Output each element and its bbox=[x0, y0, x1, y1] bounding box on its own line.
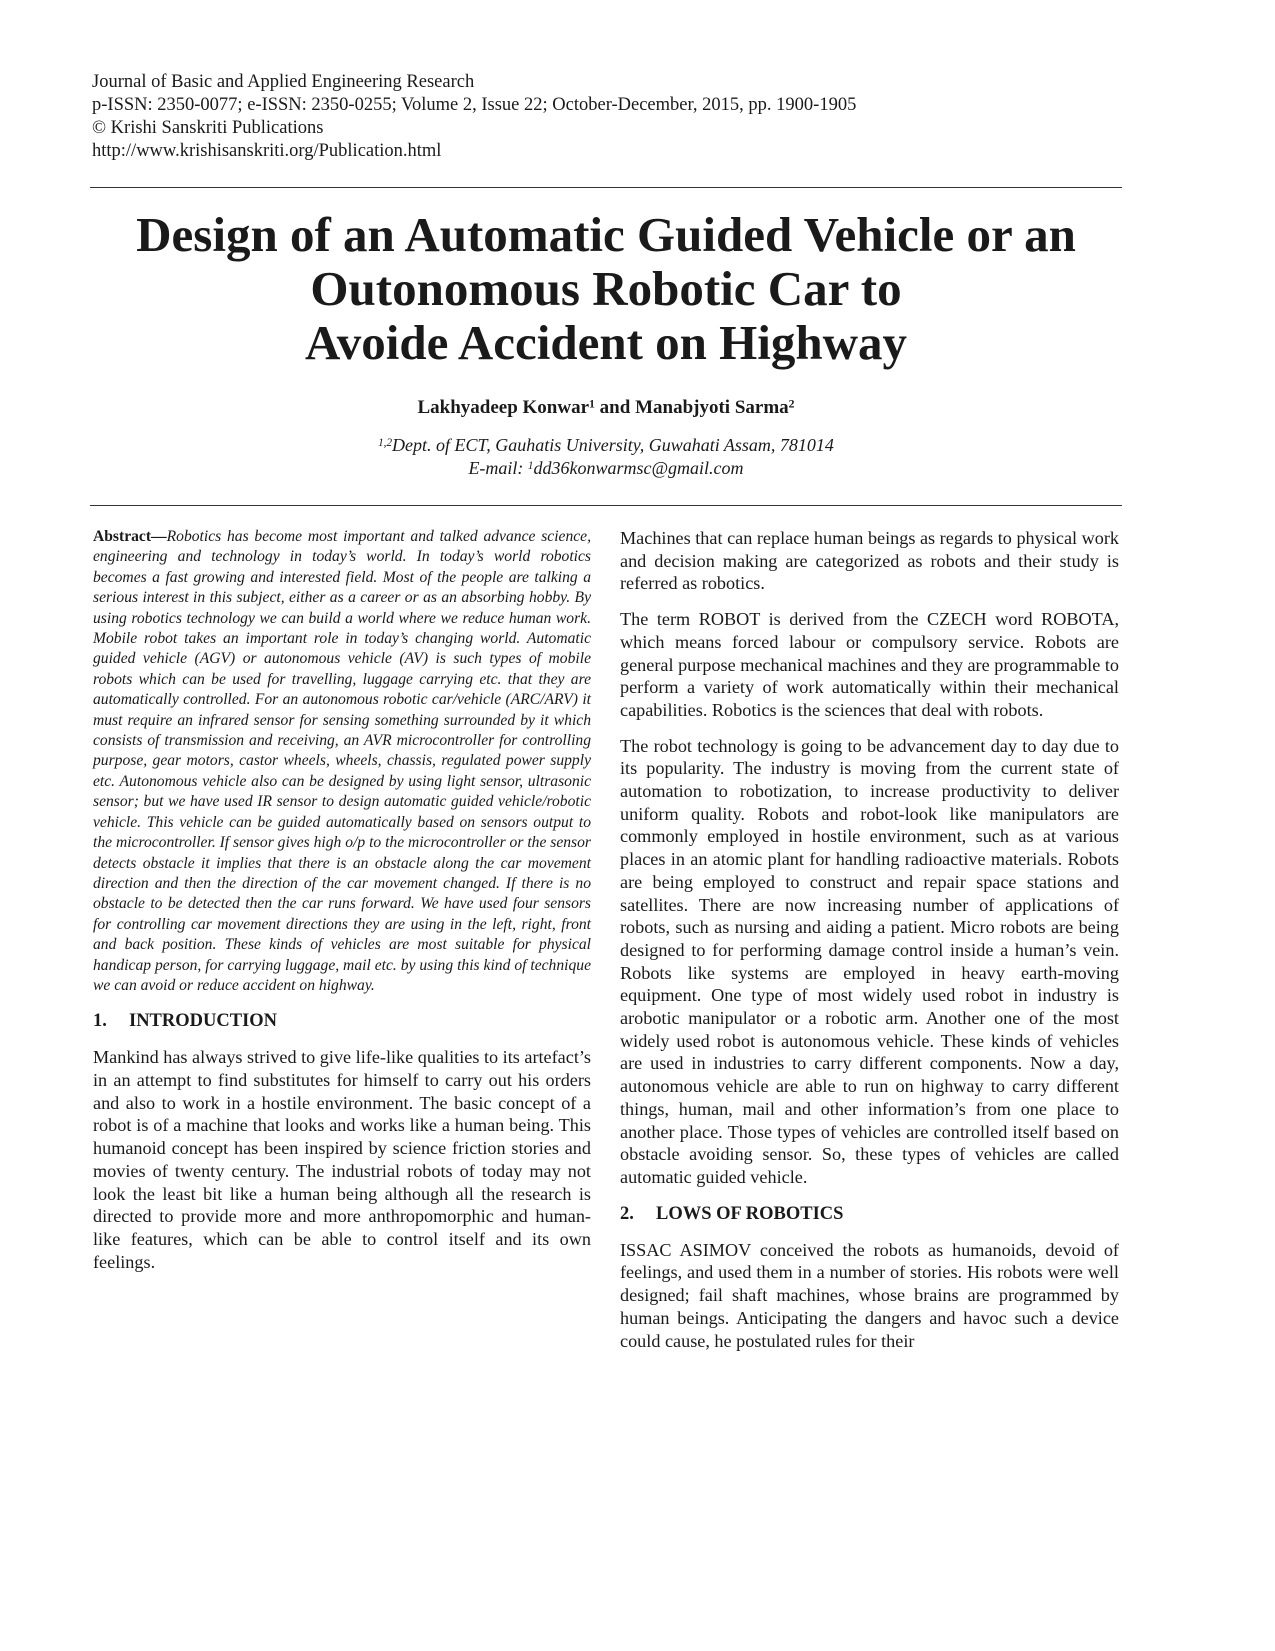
journal-publisher: © Krishi Sanskriti Publications bbox=[92, 118, 324, 138]
paragraph: Machines that can replace human beings as regards to physical work and decision making are categorized as robots and their study is referred as robotics. bbox=[620, 528, 1119, 594]
journal-header bbox=[92, 71, 856, 163]
author-conjunction: and bbox=[594, 397, 636, 418]
header-divider bbox=[90, 187, 1122, 188]
section-heading-introduction bbox=[93, 1009, 591, 1033]
authors bbox=[90, 396, 1122, 420]
email-label: E-mail: bbox=[468, 458, 528, 478]
paragraph: ISSAC ASIMOV conceived the robots as humanoids, devoid of feelings, and used them in a number of stories. His robots were well designed; fail shaft machines, whose brains are programmed by human beings. Anticipating the dangers and havoc such a device could cause, he postulated rules for their bbox=[620, 1239, 1119, 1351]
affiliation-sup: 1,2 bbox=[378, 436, 393, 449]
paper-title bbox=[90, 208, 1122, 370]
affiliation-dept: Dept. of ECT, Gauhatis University, Guwahati Assam, 781014 bbox=[392, 435, 834, 455]
author-2-sup: 2 bbox=[788, 397, 795, 411]
author-1: Lakhyadeep Konwar bbox=[417, 397, 590, 418]
abstract bbox=[93, 527, 591, 996]
section-title: LOWS OF ROBOTICS bbox=[656, 1203, 844, 1224]
section-number: 2. bbox=[620, 1203, 634, 1224]
author-2: Manabjyoti Sarma bbox=[635, 397, 789, 418]
paragraph: The robot technology is going to be advancement day to day due to its popularity. The industry is moving from the current state of automation to robotization, to increase productivity to deliver uniform quality. Robots and robot-look like manipulators are commonly employed in hostile environment, such as at various places in an atomic plant for handling radioactive materials. Robots are being employed to construct and repair space stations and satellites. There are now increasing number of applications of robots, such as nursing and aiding a patient. Micro robots are being designed to for performing damage control inside a human’s vein. Robots like systems are employed in heavy earth-moving equipment. One type of most widely used robot in industry is arobotic manipulator or a robotic arm. Another one of the most widely used robot is autonomous vehicle. These kinds of vehicles are used in industries to carry different components. Now a day, autonomous vehicle are able to run on highway to carry different things, human, mail and other information’s from one place to another place. Those types of vehicles are controlled itself based on obstacle avoiding sensor. So, these types of vehicles are called automatic guided vehicle. bbox=[620, 735, 1119, 1187]
abstract-label: Abstract— bbox=[93, 528, 167, 545]
journal-issn: p-ISSN: 2350-0077; e-ISSN: 2350-0255; Volume 2, Issue 22; October-December, 2015, pp. 1900-1905 bbox=[92, 95, 857, 115]
title-line: Design of an Automatic Guided Vehicle or an bbox=[136, 207, 1076, 262]
section-heading-lows-of-robotics bbox=[620, 1202, 1119, 1226]
email-address[interactable]: dd36konwarmsc@gmail.com bbox=[533, 458, 744, 478]
email-sup: 1 bbox=[527, 459, 534, 472]
journal-url[interactable]: http://www.krishisanskriti.org/Publication.html bbox=[92, 141, 442, 161]
abstract-text: Robotics has become most important and talked advance science, engineering and technology in today’s world. In today’s world robotics becomes a fast growing and interested field. Most of the people are talking a serious interest in this subject, either as a career or as an absorbing hobby. By using robotics technology we can build a world where we reduce human work. Mobile robot takes an important role in today’s changing world. Automatic guided vehicle (AGV) or autonomous vehicle (AV) is such types of mobile robots which can be used for travelling, luggage carrying etc. that they are automatically controlled. For an autonomous robotic car/vehicle (ARC/ARV) it must require an infrared sensor for sensing something surrounded by it which consists of transmission and receiving, an AVR microcontroller for controlling purpose, gear motors, castor wheels, wheels, chassis, regulated power supply etc. Autonomous vehicle also can be designed by using light sensor, ultrasonic sensor; but we have used IR sensor to design automatic guided vehicle/robotic vehicle. This vehicle can be guided automatically based on sensors output to the microcontroller. If sensor gives high o/p to the microcontroller or the sensor detects obstacle it implies that there is an obstacle along the car movement direction and then the direction of the car movement changed. If there is no obstacle to be detected then the car runs forward. We have used four sensors for controlling car movement directions they are using in the left, right, front and back position. These kinds of vehicles are most suitable for physical handicap person, for carrying luggage, mail etc. by using this kind of technique we can avoid or reduce accident on highway. bbox=[93, 528, 591, 994]
paragraph: Mankind has always strived to give life-like qualities to its artefact’s in an attempt to find substitutes for himself to carry out his orders and also to work in a hostile environment. The basic concept of a robot is of a machine that looks and works like a human being. This humanoid concept has been inspired by science friction stories and movies of twenty century. The industrial robots of today may not look the least bit like a human being although all the research is directed to provide more and more anthropomorphic and human-like features, which can be able to control itself and its own feelings. bbox=[93, 1047, 592, 1272]
title-line: Outonomous Robotic Car to bbox=[310, 261, 902, 316]
right-column bbox=[620, 527, 1119, 1365]
left-column bbox=[93, 527, 591, 1286]
author-1-sup: 1 bbox=[589, 397, 595, 411]
journal-name: Journal of Basic and Applied Engineering Research bbox=[92, 72, 475, 92]
section-number: 1. bbox=[93, 1011, 107, 1032]
title-line: Avoide Accident on Highway bbox=[304, 315, 908, 370]
section-title: INTRODUCTION bbox=[129, 1011, 278, 1032]
title-divider bbox=[90, 505, 1122, 506]
paragraph: The term ROBOT is derived from the CZECH word ROBOTA, which means forced labour or compulsory service. Robots are general purpose mechanical machines and they are programmable to perform a variety of work automatically within their mechanical capabilities. Robotics is the sciences that deal with robots. bbox=[620, 609, 1119, 720]
affiliation bbox=[90, 434, 1122, 480]
